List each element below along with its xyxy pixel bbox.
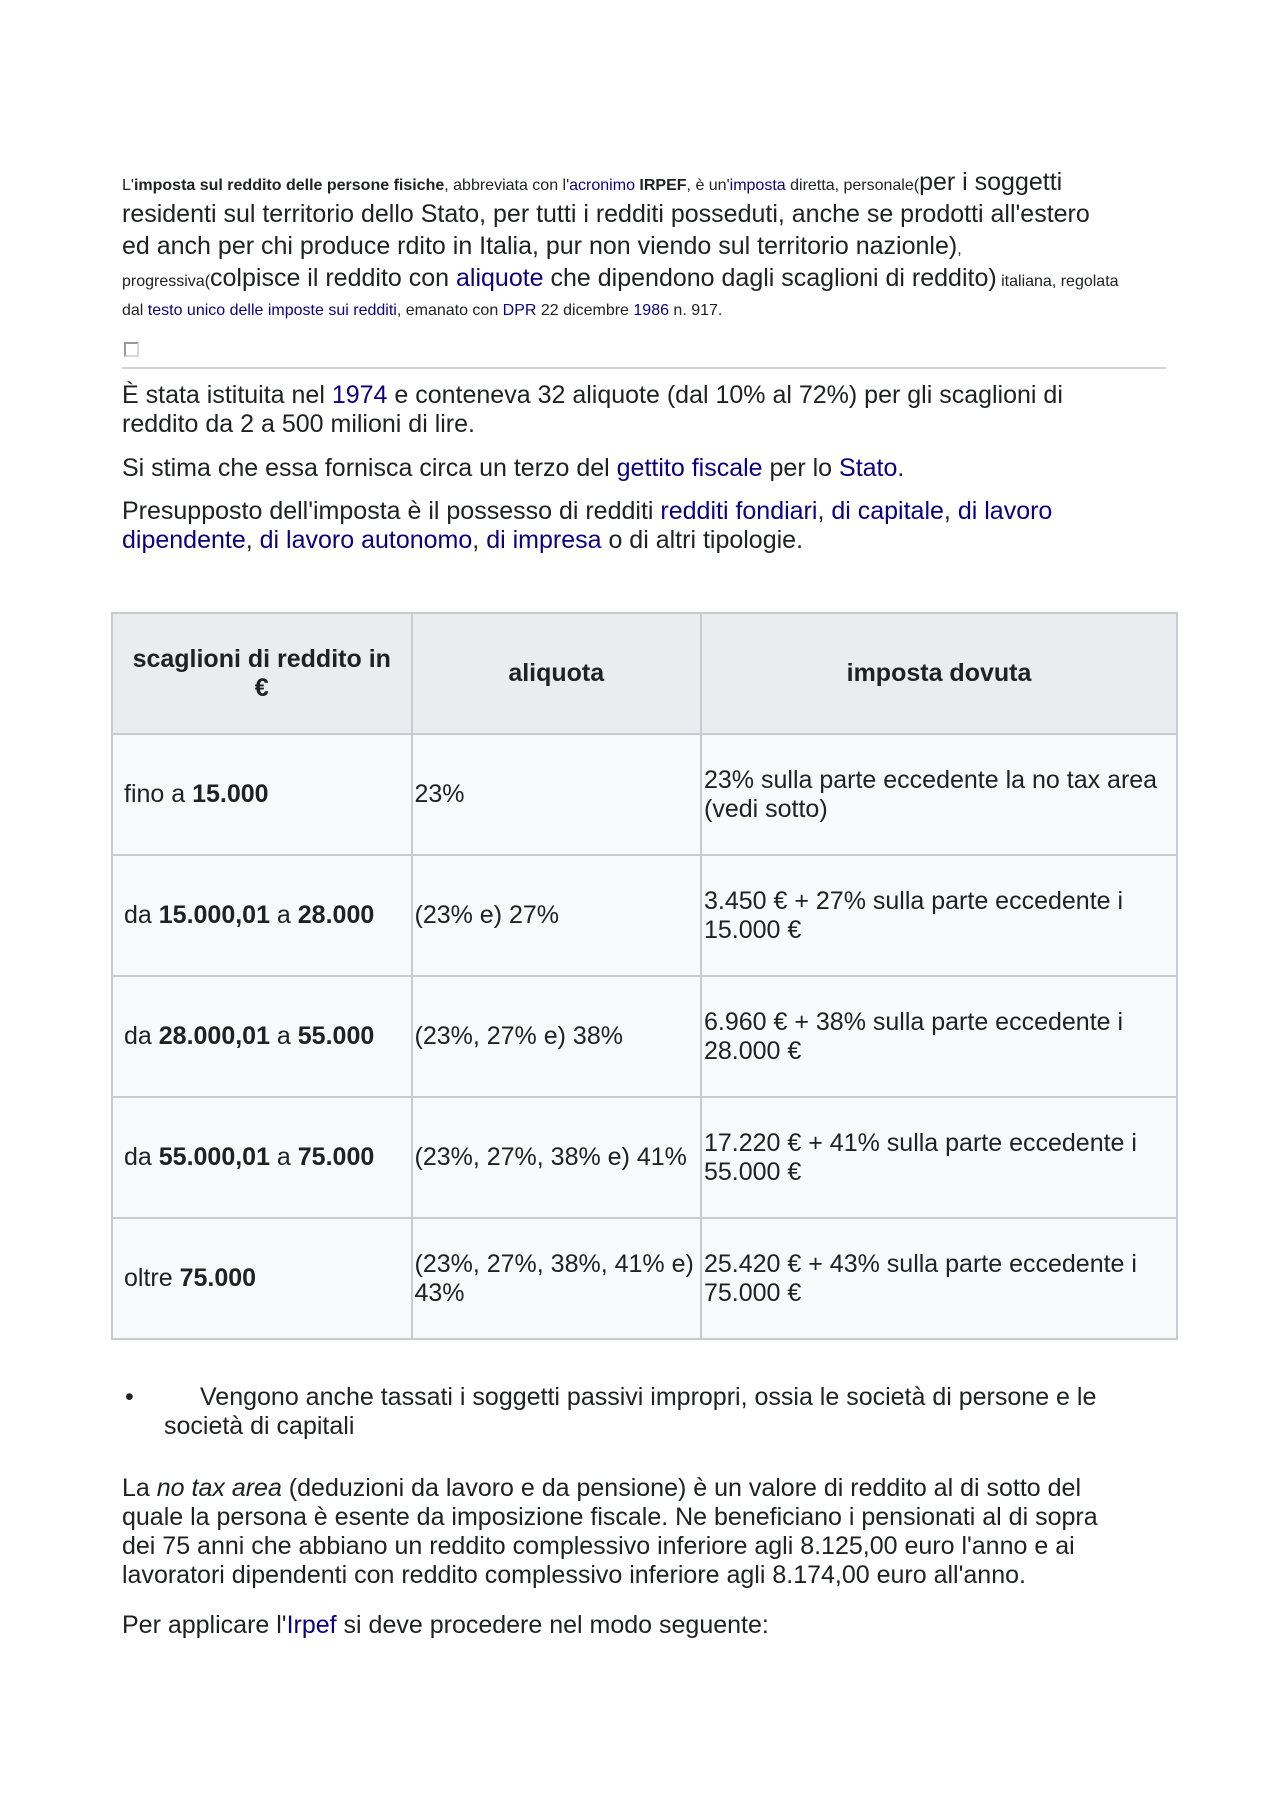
bullet-text: Vengono anche tassati i soggetti passivi impropri, ossia le società di persone e le società di capitali [164, 1383, 1097, 1440]
intro-large-text: colpisce il reddito con [210, 264, 456, 292]
paragraph-presupposto [122, 497, 1122, 555]
para-text: , [472, 526, 487, 554]
link-gettito-fiscale[interactable]: gettito fiscale [616, 454, 763, 482]
para-emphasis: no tax area [156, 1474, 282, 1502]
cell-imposta: 23% sulla parte eccedente la no tax area (vedi sotto) [701, 734, 1177, 855]
para-text: e conteneva 32 aliquote (dal 10% al 72%) per gli scaglioni di reddito da 2 a 500 milioni di lire. [122, 381, 1063, 438]
para-text: per lo [762, 454, 840, 482]
intro-large-text: per i soggetti residenti sul territorio dello Stato, per tutti i redditi posseduti, anche se prodotti all'estero ed anch per chi produce rdito in Italia, pur non viendo sul territorio nazionle) [122, 168, 1090, 260]
cell-imposta: 6.960 € + 38% sulla parte eccedente i 28.000 € [701, 976, 1177, 1097]
para-text: Presupposto dell'imposta è il possesso di redditi [122, 497, 661, 525]
intro-text: , emanato con [396, 302, 503, 319]
intro-text: n. 917. [668, 302, 723, 319]
para-text: Per applicare l' [122, 1611, 287, 1639]
cell-bold: 28.000 [297, 901, 375, 929]
intro-text: diretta, personale( [785, 177, 920, 194]
intro-text: 22 dicembre [536, 302, 634, 319]
cell-text: a [269, 901, 298, 929]
cell-bold: 15.000,01 [158, 901, 270, 929]
cell-text: da [124, 1022, 159, 1050]
paragraph-no-tax-area [122, 1474, 1122, 1590]
link-lavoro-autonomo[interactable]: di lavoro autonomo [259, 526, 473, 554]
cell-scaglione [112, 855, 412, 976]
cell-aliquota: (23%, 27%, 38%, 41% e) 43% [412, 1218, 702, 1339]
cell-aliquota: (23% e) 27% [412, 855, 702, 976]
intro-text: L' [122, 177, 134, 194]
irpef-brackets-table [111, 612, 1178, 1340]
header-scaglioni: scaglioni di reddito in € [112, 613, 412, 734]
cell-text: a [269, 1143, 298, 1171]
link-dpr[interactable]: DPR [502, 302, 537, 319]
cell-bold: 55.000,01 [158, 1143, 270, 1171]
cell-imposta: 17.220 € + 41% sulla parte eccedente i 55.000 € [701, 1097, 1177, 1218]
intro-text: , progressiva( [122, 241, 962, 290]
table-row [112, 1097, 1177, 1218]
bullet-dot: • [125, 1383, 134, 1411]
para-text: , [245, 526, 260, 554]
intro-text: , abbreviata con l' [444, 177, 570, 194]
cell-bold: 15.000 [192, 780, 269, 808]
intro-irpef: IRPEF [639, 177, 687, 194]
cell-aliquota: (23%, 27%, 38% e) 41% [412, 1097, 702, 1218]
intro-text: italiana, regolata dal [122, 273, 1119, 319]
link-1974[interactable]: 1974 [331, 381, 388, 409]
cell-bold: 75.000 [179, 1264, 257, 1292]
table-row [112, 1218, 1177, 1339]
para-text: , [817, 497, 832, 525]
link-di-impresa[interactable]: di impresa [486, 526, 602, 554]
cell-scaglione [112, 1097, 412, 1218]
cell-text: fino a [124, 780, 193, 808]
para-text: La [122, 1474, 157, 1502]
para-text: si deve procedere nel modo seguente: [336, 1611, 769, 1639]
cell-aliquota: 23% [412, 734, 702, 855]
cell-text: a [269, 1022, 298, 1050]
image-placeholder-icon [124, 342, 139, 357]
cell-text: da [124, 1143, 159, 1171]
cell-bold: 75.000 [297, 1143, 375, 1171]
para-text: (deduzioni da lavoro e da pensione) è un valore di reddito al di sotto del quale la persona è esente da imposizione fiscale. Ne beneficiano i pensionati al di sopra dei 75 anni che abbiano un reddito complessivo inferiore agli 8.125,00 euro l'anno e ai lavoratori dipendenti con reddito complessivo inferiore agli 8.174,00 euro all'anno. [122, 1474, 1098, 1589]
cell-text: oltre [124, 1264, 180, 1292]
cell-scaglione [112, 734, 412, 855]
cell-text: da [124, 901, 159, 929]
table-row [112, 976, 1177, 1097]
intro-paragraph [122, 168, 1122, 325]
table-row [112, 855, 1177, 976]
section-divider [122, 367, 1166, 369]
link-redditi-fondiari[interactable]: redditi fondiari [660, 497, 818, 525]
cell-scaglione [112, 976, 412, 1097]
header-imposta: imposta dovuta [701, 613, 1177, 734]
link-lavoro-dipendente[interactable]: di lavoro dipendente [122, 497, 1053, 554]
link-irpef[interactable]: Irpef [286, 1611, 337, 1639]
para-text: È stata istituita nel [122, 381, 332, 409]
cell-scaglione [112, 1218, 412, 1339]
intro-term: imposta sul reddito delle persone fisiche [133, 177, 445, 194]
para-text: o di altri tipologie. [601, 526, 804, 554]
link-aliquote[interactable]: aliquote [456, 264, 544, 292]
intro-large-text: che dipendono dagli scaglioni di reddito) [543, 264, 997, 292]
list-item [122, 1383, 1122, 1441]
intro-text: , è un' [686, 177, 730, 194]
link-stato[interactable]: Stato [839, 454, 898, 482]
header-aliquota: aliquota [412, 613, 702, 734]
cell-aliquota: (23%, 27% e) 38% [412, 976, 702, 1097]
link-imposta[interactable]: imposta [729, 177, 786, 194]
cell-imposta: 3.450 € + 27% sulla parte eccedente i 15.000 € [701, 855, 1177, 976]
cell-bold: 55.000 [297, 1022, 375, 1050]
paragraph-istituzione [122, 381, 1122, 439]
link-acronimo[interactable]: acronimo [569, 177, 635, 194]
para-text: . [897, 454, 905, 482]
table-header-row [112, 613, 1177, 734]
para-text: , [943, 497, 958, 525]
paragraph-procedura [122, 1611, 1122, 1640]
cell-imposta: 25.420 € + 43% sulla parte eccedente i 75.000 € [701, 1218, 1177, 1339]
link-1986[interactable]: 1986 [633, 302, 669, 319]
paragraph-gettito [122, 454, 1122, 483]
link-di-capitale[interactable]: di capitale [831, 497, 944, 525]
cell-bold: 28.000,01 [158, 1022, 270, 1050]
link-testo-unico[interactable]: testo unico delle imposte sui redditi [147, 302, 397, 319]
para-text: Si stima che essa fornisca circa un terzo del [122, 454, 617, 482]
table-row [112, 734, 1177, 855]
